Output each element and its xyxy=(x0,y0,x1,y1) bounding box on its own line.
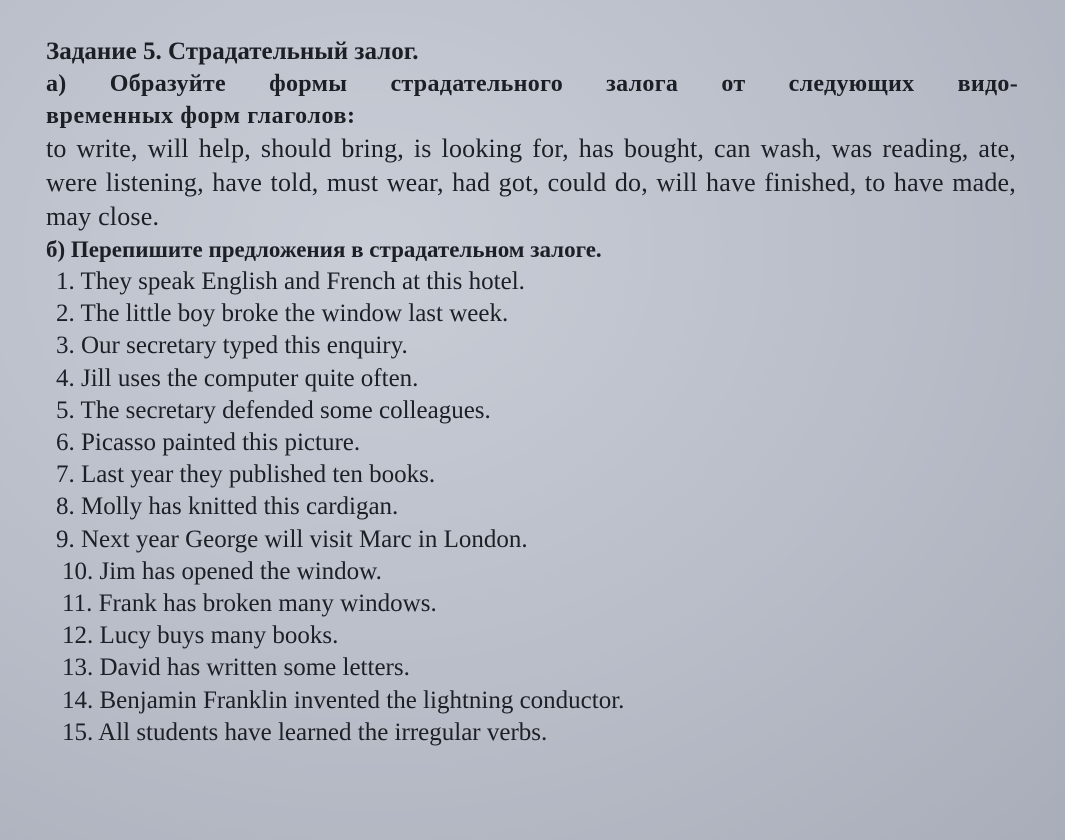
sentence-item: 12. Lucy buys many books. xyxy=(62,622,339,650)
verb-forms-list: to write, will help, should bring, is looking for, has bought, can wash, was reading, ate, were listening, have told, must wear, had got, could do, will have finished, to have made, may close. xyxy=(46,134,1016,231)
sentence-item: 8. Molly has knitted this cardigan. xyxy=(56,493,399,521)
sentence-item: 11. Frank has broken many windows. xyxy=(62,590,437,618)
textbook-page xyxy=(46,36,1026,749)
task-a-instruction xyxy=(46,68,1026,132)
task-b-instruction: б) Перепишите предложения в страдательном залоге. xyxy=(46,237,602,262)
sentence-item: 15. All students have learned the irregular verbs. xyxy=(62,718,548,746)
sentence-item: 14. Benjamin Franklin invented the lightning conductor. xyxy=(62,686,625,714)
sentence-item: 5. The secretary defended some colleagues. xyxy=(56,396,491,424)
sentence-item: 1. They speak English and French at this hotel. xyxy=(56,268,525,295)
task-a-line-2: временных форм глаголов: xyxy=(46,103,356,129)
sentence-item: 6. Picasso painted this picture. xyxy=(56,429,361,457)
sentence-item: 10. Jim has opened the window. xyxy=(62,557,382,585)
sentence-item: 3. Our secretary typed this enquiry. xyxy=(56,332,408,360)
sentence-item: 2. The little boy broke the window last week. xyxy=(56,300,509,328)
sentence-item: 13. David has written some letters. xyxy=(62,654,410,682)
sentence-list xyxy=(46,266,1026,749)
sentence-item: 4. Jill uses the computer quite often. xyxy=(56,364,419,392)
task-a-line-1: а) Образуйте формы страдательного залога от следующих видо- xyxy=(46,71,1018,97)
sentence-item: 7. Last year they published ten books. xyxy=(56,461,436,489)
exercise-title: Задание 5. Страдательный залог. xyxy=(46,38,419,65)
sentence-item: 9. Next year George will visit Marc in London. xyxy=(56,525,528,553)
